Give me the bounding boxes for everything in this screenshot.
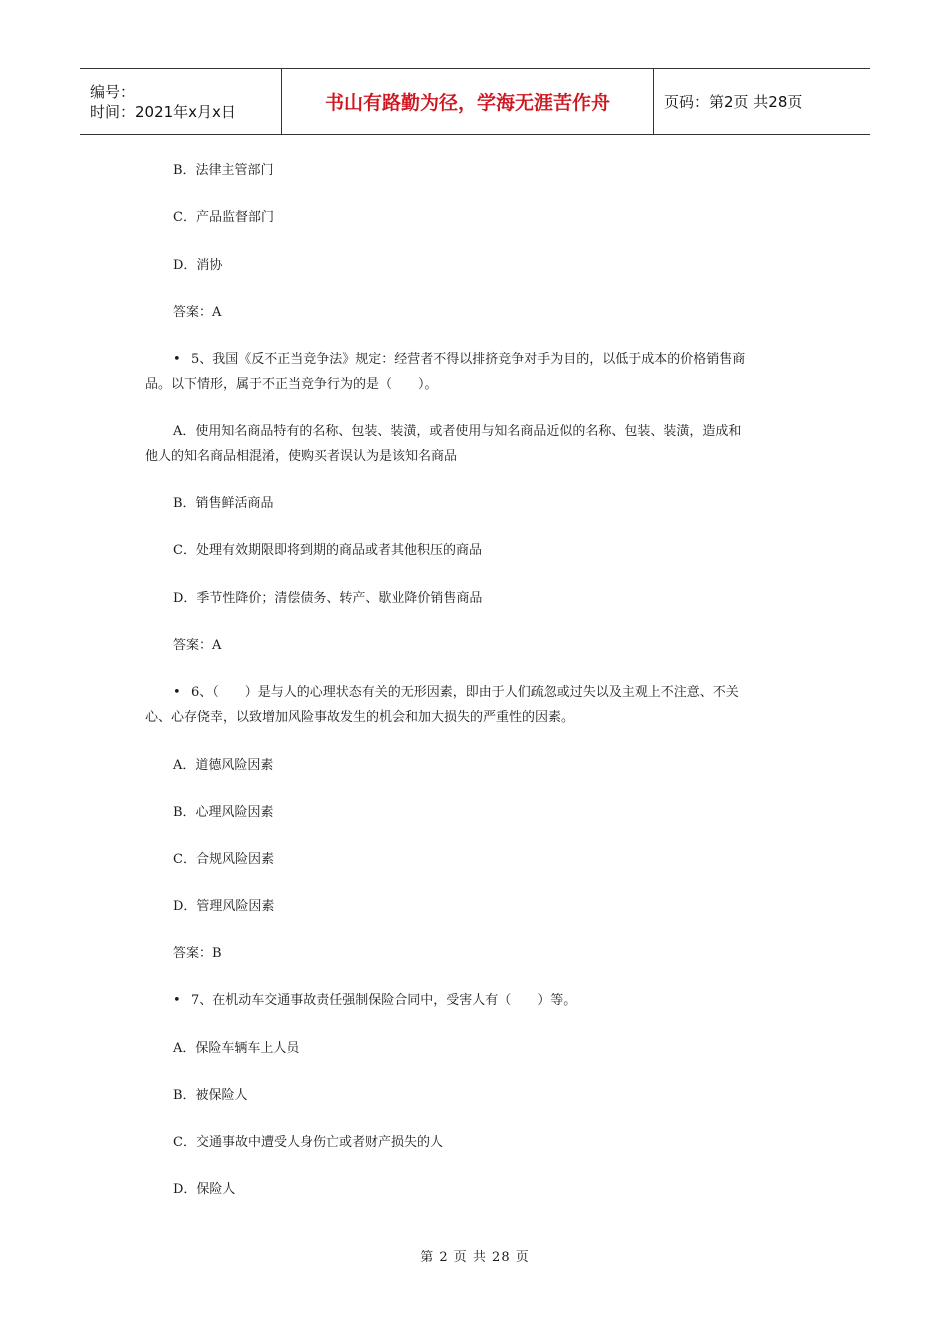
q5-option-c: C．处理有效期限即将到期的商品或者其他积压的商品 [173, 543, 482, 558]
q5-answer: 答案：A [173, 638, 222, 653]
header-meta [80, 69, 282, 134]
q5-stem-line2: 品。以下情形，属于不正当竞争行为的是（ ）。 [145, 377, 438, 392]
page-header [80, 68, 870, 135]
q6-option-a: A．道德风险因素 [173, 758, 274, 773]
q7-option-a: A．保险车辆车上人员 [173, 1041, 300, 1056]
q5-stem-text1: 5、我国《反不正当竞争法》规定：经营者不得以排挤竞争对手为目的，以低于成本的价格销售商 [191, 352, 746, 367]
q6-answer: 答案：B [173, 946, 222, 961]
q6-bullet: • [173, 685, 181, 700]
q5-option-d: D．季节性降价；清偿债务、转产、歇业降价销售商品 [173, 591, 483, 606]
q6-option-c: C．合规风险因素 [173, 852, 274, 867]
q5-option-a-line1: A．使用知名商品特有的名称、包装、装潢，或者使用与知名商品近似的名称、包装、装潢，造成和 [173, 424, 742, 439]
q5-bullet: • [173, 352, 181, 367]
q7-option-c: C．交通事故中遭受人身伤亡或者财产损失的人 [173, 1135, 443, 1150]
q4-option-d: D．消协 [173, 258, 223, 273]
q4-answer: 答案：A [173, 305, 222, 320]
motto-text: 书山有路勤为径，学海无涯苦作舟 [324, 92, 610, 114]
q6-option-d: D．管理风险因素 [173, 899, 275, 914]
q5-option-b: B．销售鲜活商品 [173, 496, 274, 511]
q7-option-b: B．被保险人 [173, 1088, 248, 1103]
q7-stem-line1 [145, 992, 576, 1010]
page-footer: 第 2 页 共 28 页 [420, 1250, 530, 1265]
q6-stem-line2: 心、心存侥幸，以致增加风险事故发生的机会和加大损失的严重性的因素。 [145, 710, 575, 725]
header-page-info [654, 69, 870, 134]
q7-option-d: D．保险人 [173, 1182, 236, 1197]
q5-stem-line1 [145, 351, 745, 369]
document-time-label: 时间：2021年x月x日 [90, 102, 236, 121]
header-motto [282, 69, 654, 134]
q7-bullet: • [173, 993, 181, 1008]
q4-option-c: C．产品监督部门 [173, 210, 274, 225]
q5-option-a-line2: 他人的知名商品相混淆，使购买者误认为是该知名商品 [145, 449, 458, 464]
q6-stem-line1 [145, 684, 739, 702]
q6-option-b: B．心理风险因素 [173, 805, 274, 820]
q4-option-b: B．法律主管部门 [173, 163, 274, 178]
q6-stem-text1: 6、（ ）是与人的心理状态有关的无形因素，即由于人们疏忽或过失以及主观上不注意、不关 [191, 685, 739, 700]
q7-stem-text1: 7、在机动车交通事故责任强制保险合同中，受害人有（ ）等。 [191, 993, 577, 1008]
document-number-label: 编号： [90, 82, 136, 101]
page-info-text: 页码：第2页 共28页 [664, 93, 803, 111]
